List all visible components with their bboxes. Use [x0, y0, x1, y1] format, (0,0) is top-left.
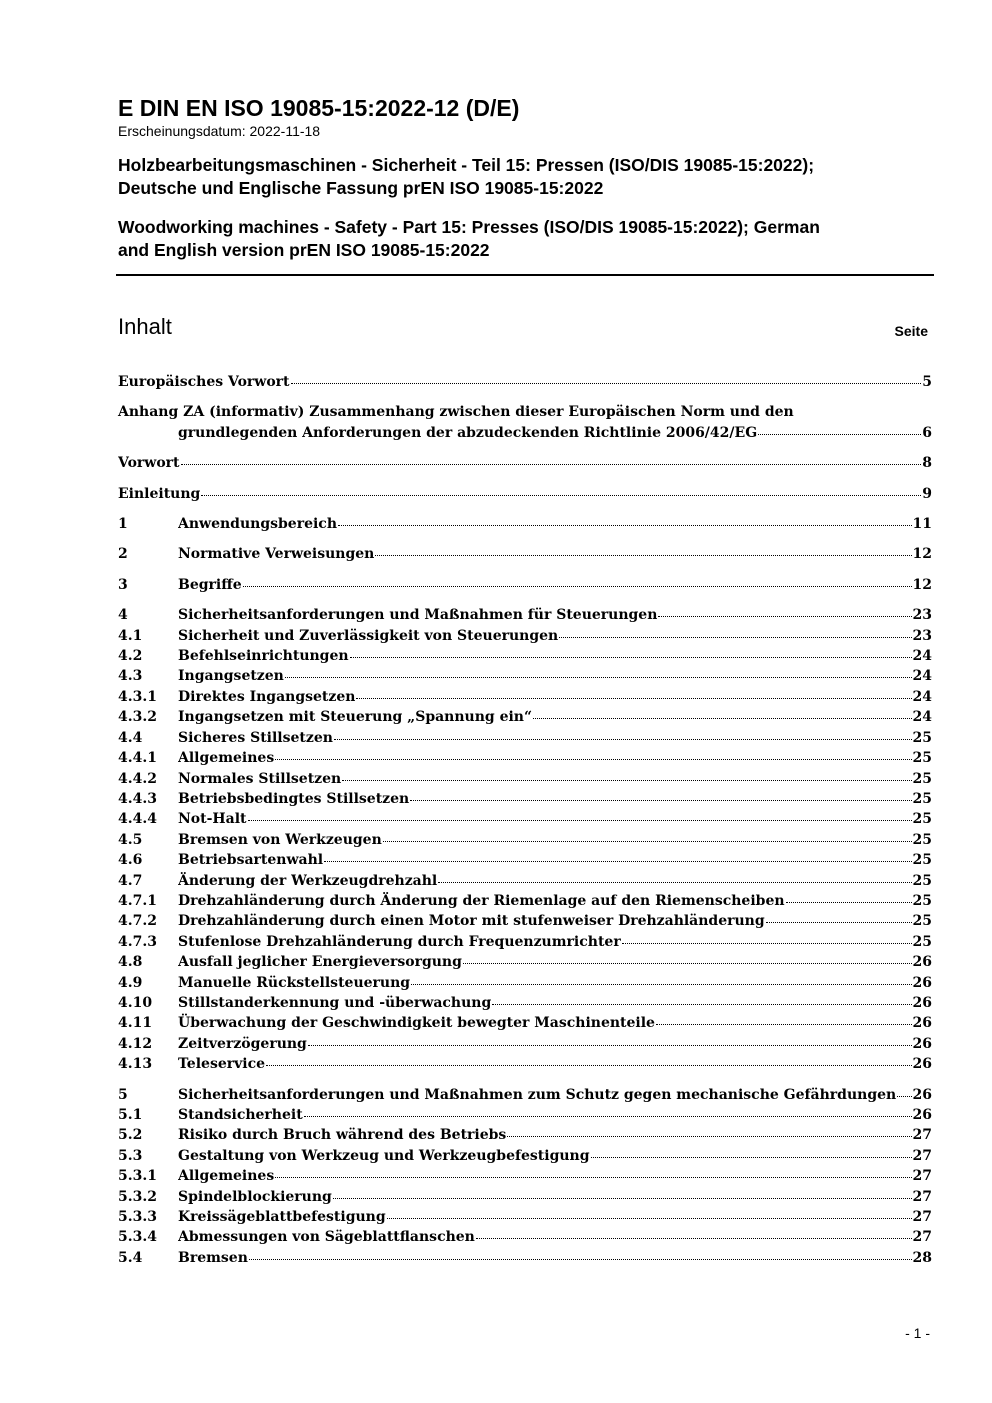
toc-entry-label: Vorwort: [118, 455, 180, 472]
dot-leader: [559, 626, 911, 640]
toc-entry-label: Zeitverzögerung: [178, 1035, 307, 1052]
toc-entry-number: 4.7.2: [118, 913, 157, 930]
toc-entry[interactable]: [118, 789, 932, 809]
dot-leader: [387, 1207, 912, 1221]
toc-entry-page: 12: [912, 576, 932, 593]
toc-entry-label: Befehlseinrichtungen: [178, 648, 349, 665]
toc-entry-page: 26: [912, 994, 932, 1011]
toc-entry-page: 9: [922, 485, 932, 502]
toc-entry-number: 5.3.4: [118, 1229, 157, 1246]
toc-entry[interactable]: [118, 932, 932, 952]
toc-entry-page: 25: [912, 750, 932, 767]
toc-entry-label: Sicheres Stillsetzen: [178, 729, 333, 746]
dot-leader: [291, 372, 922, 386]
toc-entry-number: 2: [118, 546, 128, 563]
toc-entry-label: Stillstanderkennung und -überwachung: [178, 994, 492, 1011]
page-number: - 1 -: [905, 1325, 930, 1341]
toc-entry-number: 4.4.1: [118, 750, 157, 767]
dot-leader: [356, 687, 911, 701]
toc-entry-label: Drehzahländerung durch einen Motor mit stufenweiser Drehzahländerung: [178, 913, 765, 930]
dot-leader: [324, 850, 911, 864]
toc-entry[interactable]: [118, 687, 932, 707]
toc-entry-number: 4.8: [118, 954, 143, 971]
toc-entry[interactable]: [118, 871, 932, 891]
toc-entry-number: 4.7.1: [118, 892, 157, 909]
toc-entry-number: 5: [118, 1086, 128, 1103]
toc-heading: [118, 314, 928, 344]
toc-entry-page: 25: [912, 729, 932, 746]
toc-entry-page: 27: [912, 1127, 932, 1144]
toc-entry-page: 28: [912, 1249, 932, 1266]
toc-entry-number: 5.4: [118, 1249, 143, 1266]
toc-entry-label: Normative Verweisungen: [178, 546, 375, 563]
toc-entry-label-line1: Anhang ZA (informativ) Zusammenhang zwischen dieser Europäischen Norm und den: [118, 404, 794, 421]
toc-entry[interactable]: [118, 575, 932, 595]
toc-entry-page: 23: [912, 627, 932, 644]
toc-entry-number: 5.1: [118, 1107, 143, 1123]
table-of-contents: [118, 372, 932, 1268]
toc-entry-label: Betriebsartenwahl: [178, 852, 324, 869]
toc-entry-label: Direktes Ingangsetzen: [178, 688, 356, 705]
toc-entry-label: Sicherheitsanforderungen und Maßnahmen zum Schutz gegen mechanische Gefährdungen: [178, 1086, 897, 1103]
toc-entry-label: Ingangsetzen: [178, 668, 284, 685]
toc-entry-page: 25: [912, 933, 932, 950]
toc-entry-number: 4.12: [118, 1035, 153, 1052]
toc-entry[interactable]: [118, 666, 932, 686]
toc-entry-number: 4.2: [118, 648, 143, 665]
toc-entry-number: 4.3.1: [118, 688, 157, 705]
toc-entry[interactable]: [118, 1125, 932, 1145]
toc-page-label: Seite: [894, 323, 928, 339]
dot-leader: [897, 1085, 911, 1099]
dot-leader: [334, 728, 912, 742]
toc-entry[interactable]: [118, 850, 932, 870]
toc-entry[interactable]: [118, 1034, 932, 1054]
toc-entry-label: Manuelle Rückstellsteuerung: [178, 974, 411, 991]
toc-entry-number: 4.4.2: [118, 770, 157, 787]
dot-leader: [411, 973, 911, 987]
toc-entry[interactable]: [118, 769, 932, 789]
dot-leader: [266, 1054, 912, 1068]
dot-leader: [275, 1166, 911, 1180]
toc-entry-label: Einleitung: [118, 485, 201, 502]
toc-entry-label: Änderung der Werkzeugdrehzahl: [178, 872, 438, 889]
toc-entry[interactable]: [118, 748, 932, 768]
toc-entry-page: 8: [922, 455, 932, 472]
toc-entry-number: 4.4.4: [118, 811, 157, 828]
toc-entry-label: Sicherheitsanforderungen und Maßnahmen für Steuerungen: [178, 607, 658, 624]
toc-entry-label: Drehzahländerung durch Änderung der Riemenlage auf den Riemenscheiben: [178, 892, 785, 909]
toc-entry-number: 5.3: [118, 1147, 143, 1164]
toc-entry-label: Kreissägeblattbefestigung: [178, 1209, 386, 1226]
dot-leader: [350, 646, 912, 660]
toc-entry-label: Teleservice: [178, 1056, 265, 1073]
toc-entry-foreword[interactable]: [118, 453, 932, 473]
toc-entry-page: 27: [912, 1147, 932, 1164]
toc-entry-number: 5.3.3: [118, 1209, 157, 1226]
header-divider: [116, 274, 934, 276]
dot-leader: [275, 748, 911, 762]
toc-entry[interactable]: [118, 605, 932, 625]
title-english: [118, 216, 934, 262]
toc-entry[interactable]: [118, 646, 932, 666]
toc-entry-label: Ingangsetzen mit Steuerung „Spannung ein“: [178, 709, 533, 726]
toc-entry-page: 24: [912, 709, 932, 726]
toc-entry-number: 4.13: [118, 1056, 153, 1073]
dot-leader: [758, 423, 921, 437]
toc-entry[interactable]: [118, 1146, 932, 1166]
toc-entry-number: 4.7.3: [118, 933, 157, 950]
toc-entry[interactable]: [118, 1105, 932, 1125]
toc-entry-page: 26: [912, 974, 932, 991]
toc-entry-page: 25: [912, 852, 932, 869]
toc-entry-label: Sicherheit und Zuverlässigkeit von Steuerungen: [178, 627, 559, 644]
toc-entry-page: 26: [912, 1086, 932, 1103]
toc-entry-annex-za-continuation: [118, 423, 932, 443]
toc-entry[interactable]: [118, 993, 932, 1013]
toc-entry-number: 4: [118, 607, 128, 624]
toc-entry[interactable]: [118, 1166, 932, 1186]
toc-entry-page: 27: [912, 1168, 932, 1185]
dot-leader: [308, 1034, 912, 1048]
dot-leader: [476, 1227, 912, 1241]
toc-entry[interactable]: [118, 1227, 932, 1247]
toc-entry-number: 4.9: [118, 974, 143, 991]
title-german-line1: Holzbearbeitungsmaschinen - Sicherheit - Teil 15: Pressen (ISO/DIS 19085-15:2022);: [118, 155, 815, 175]
toc-entry-page: 5: [922, 374, 932, 390]
toc-entry-page: 25: [912, 790, 932, 807]
title-english-line1: Woodworking machines - Safety - Part 15: Presses (ISO/DIS 19085-15:2022); German: [118, 217, 820, 237]
dot-leader: [438, 871, 911, 885]
document-id: E DIN EN ISO 19085-15:2022-12 (D/E): [118, 95, 520, 121]
toc-entry-page: 25: [912, 892, 932, 909]
toc-entry-page: 25: [912, 770, 932, 787]
toc-entry[interactable]: [118, 891, 932, 911]
toc-entry[interactable]: [118, 1248, 932, 1268]
title-german: [118, 154, 934, 200]
toc-entry[interactable]: [118, 911, 932, 931]
toc-entry-page: 26: [912, 1035, 932, 1052]
title-german-line2: Deutsche und Englische Fassung prEN ISO 19085-15:2022: [118, 178, 604, 198]
toc-entry-label: Spindelblockierung: [178, 1188, 332, 1205]
toc-entry-page: 25: [912, 831, 932, 848]
toc-entry[interactable]: [118, 973, 932, 993]
dot-leader: [383, 830, 912, 844]
toc-entry-label: Allgemeines: [178, 750, 275, 767]
toc-entry[interactable]: [118, 830, 932, 850]
toc-entry-label: Europäisches Vorwort: [118, 374, 290, 390]
dot-leader: [410, 789, 911, 803]
dot-leader: [342, 769, 911, 783]
toc-numbered-entries: [118, 514, 932, 1268]
toc-entry-label: Stufenlose Drehzahländerung durch Frequenzumrichter: [178, 933, 621, 950]
document-header: [118, 94, 934, 262]
toc-entry-number: 3: [118, 576, 128, 593]
dot-leader: [463, 952, 912, 966]
toc-entry-page: 24: [912, 688, 932, 705]
toc-entry-number: 1: [118, 516, 128, 533]
toc-entry[interactable]: [118, 707, 932, 727]
dot-leader: [243, 575, 912, 589]
dot-leader: [333, 1187, 912, 1201]
toc-entry-page: 26: [912, 1015, 932, 1032]
toc-entry-label: Not-Halt: [178, 811, 247, 828]
toc-entry[interactable]: [118, 626, 932, 646]
toc-entry-number: 4.4.3: [118, 790, 157, 807]
toc-entry-introduction[interactable]: [118, 484, 932, 504]
dot-leader: [249, 1248, 912, 1262]
dot-leader: [304, 1105, 912, 1119]
toc-entry-label: Normales Stillsetzen: [178, 770, 342, 787]
toc-entry[interactable]: [118, 728, 932, 748]
title-english-line2: and English version prEN ISO 19085-15:2022: [118, 240, 490, 260]
dot-leader: [492, 993, 911, 1007]
toc-entry-page: 27: [912, 1209, 932, 1226]
publication-date: Erscheinungsdatum: 2022-11-18: [118, 123, 321, 139]
toc-entry-number: 4.6: [118, 852, 143, 869]
toc-entry-number: 4.5: [118, 831, 143, 848]
dot-leader: [285, 666, 912, 680]
toc-entry[interactable]: [118, 1085, 932, 1105]
toc-entry[interactable]: [118, 1054, 932, 1074]
toc-entry-label: Abmessungen von Sägeblattflanschen: [178, 1229, 475, 1246]
toc-entry-number: 4.7: [118, 872, 143, 889]
toc-entry-page: 12: [912, 546, 932, 563]
dot-leader: [507, 1125, 911, 1139]
dot-leader: [786, 891, 912, 905]
dot-leader: [591, 1146, 912, 1160]
dot-leader: [181, 453, 922, 467]
dot-leader: [533, 707, 911, 721]
toc-entry[interactable]: [118, 952, 932, 972]
toc-entry-page: 11: [912, 516, 932, 533]
toc-entry-label: Bremsen von Werkzeugen: [178, 831, 382, 848]
toc-entry-number: 4.4: [118, 729, 143, 746]
toc-entry-label-line2: grundlegenden Anforderungen der abzudeckenden Richtlinie 2006/42/EG: [178, 424, 758, 441]
toc-entry[interactable]: [118, 544, 932, 564]
toc-entry[interactable]: [118, 1013, 932, 1033]
toc-entry-page: 25: [912, 913, 932, 930]
toc-entry-number: 4.11: [118, 1015, 153, 1032]
dot-leader: [622, 932, 912, 946]
toc-entry-label: Betriebsbedingtes Stillsetzen: [178, 790, 410, 807]
toc-entry-number: 4.3.2: [118, 709, 157, 726]
toc-entry-number: 4.10: [118, 994, 153, 1011]
toc-entry-number: 5.3.2: [118, 1188, 157, 1205]
toc-entry-number: 5.2: [118, 1127, 143, 1144]
toc-entry-label: Ausfall jeglicher Energieversorgung: [178, 954, 462, 971]
toc-entry-number: 4.3: [118, 668, 143, 685]
toc-entry-page: 24: [912, 668, 932, 685]
toc-entry-page: 25: [912, 872, 932, 889]
toc-entry-number: 5.3.1: [118, 1168, 157, 1185]
toc-entry-label: Überwachung der Geschwindigkeit bewegter Maschinenteile: [178, 1015, 655, 1032]
dot-leader: [658, 605, 911, 619]
toc-entry-page: 24: [912, 648, 932, 665]
dot-leader: [375, 544, 911, 558]
toc-entry-label: Anwendungsbereich: [178, 516, 337, 533]
toc-entry-european-foreword[interactable]: [118, 372, 932, 392]
toc-entry-label: Gestaltung von Werkzeug und Werkzeugbefestigung: [178, 1147, 590, 1164]
toc-entry-label: Standsicherheit: [178, 1107, 303, 1123]
toc-entry-page: 26: [912, 1107, 932, 1123]
toc-entry[interactable]: [118, 1187, 932, 1207]
toc-entry-page: 25: [912, 811, 932, 828]
toc-title: Inhalt: [118, 314, 172, 339]
toc-entry-label: Risiko durch Bruch während des Betriebs: [178, 1127, 507, 1144]
toc-entry[interactable]: [118, 1207, 932, 1227]
toc-entry-label: Allgemeines: [178, 1168, 275, 1185]
dot-leader: [656, 1013, 912, 1027]
dot-leader: [248, 809, 912, 823]
toc-entry[interactable]: [118, 514, 932, 534]
dot-leader: [766, 911, 912, 925]
toc-entry-label: Bremsen: [178, 1249, 248, 1266]
toc-entry-page: 26: [912, 1056, 932, 1073]
dot-leader: [338, 514, 912, 528]
toc-entry-page: 26: [912, 954, 932, 971]
toc-entry-page: 6: [922, 424, 932, 441]
toc-entry-annex-za[interactable]: [118, 402, 932, 443]
toc-entry-label: Begriffe: [178, 576, 242, 593]
toc-entry-page: 27: [912, 1229, 932, 1246]
toc-entry[interactable]: [118, 809, 932, 829]
toc-entry-number: 4.1: [118, 627, 143, 644]
dot-leader: [201, 484, 921, 498]
toc-entry-page: 23: [912, 607, 932, 624]
toc-entry-page: 27: [912, 1188, 932, 1205]
